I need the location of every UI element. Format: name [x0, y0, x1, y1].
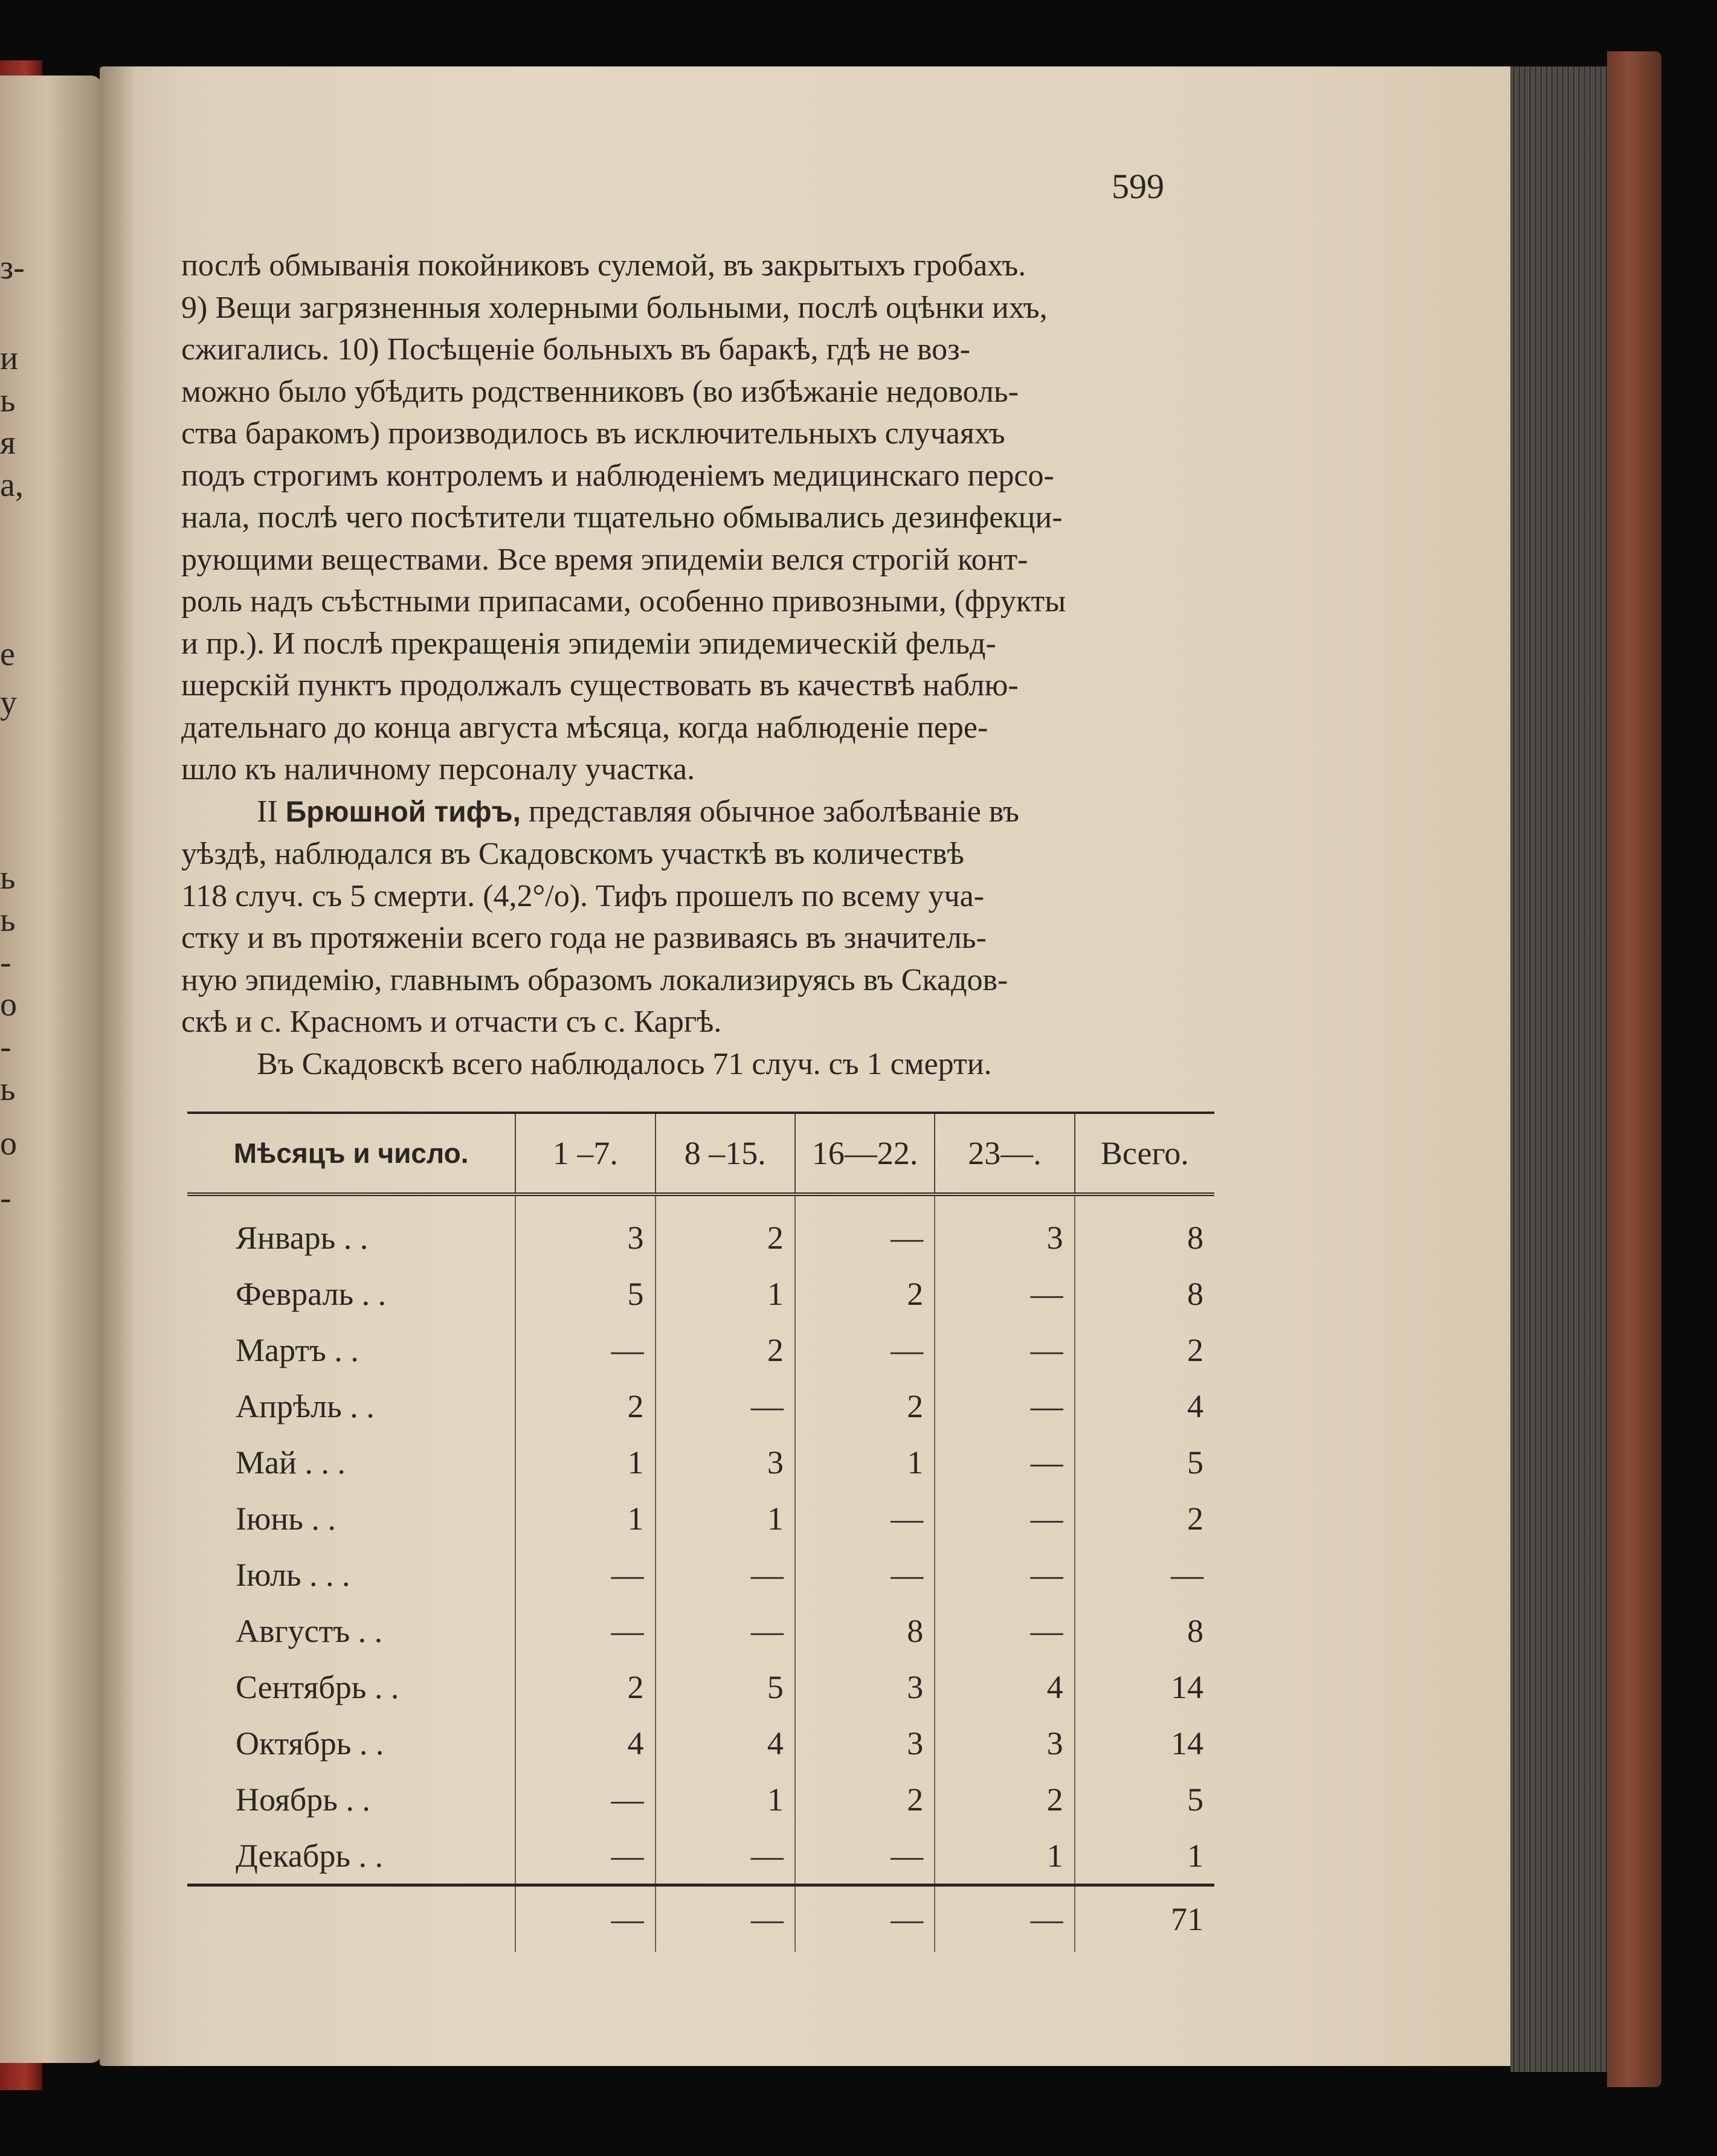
text-line: послѣ обмыванія покойниковъ сулемой, въ закрытыхъ гробахъ. — [181, 248, 1026, 283]
value-cell: — — [935, 1378, 1074, 1434]
value-cell: — — [656, 1546, 795, 1603]
value-cell: — — [515, 1603, 655, 1659]
value-cell: 8 — [1187, 1219, 1203, 1256]
left-page-text-fragment: я — [0, 424, 16, 462]
value-cell: 3 — [515, 1194, 655, 1266]
left-page-text-fragment: ь — [0, 382, 16, 419]
month-cell: Іюль . . . — [187, 1546, 515, 1603]
left-page-text-fragment: - — [0, 1179, 11, 1217]
table-row — [187, 1603, 1214, 1659]
text-line: можно было убѣдить родственниковъ (во избѣжаніе недоволь- — [181, 374, 1019, 409]
page-gutter-shadow — [100, 66, 136, 2066]
value-cell: 4 — [656, 1715, 795, 1771]
paragraph-skadovsk-total — [181, 1043, 1211, 1086]
value-cell: 3 — [795, 1715, 935, 1771]
text-line: 118 случ. съ 5 смерти. (4,2°/o). Тифъ прошелъ по всему уча- — [181, 878, 985, 913]
total-value-cell: 71 — [1075, 1885, 1214, 1952]
value-cell: 3 — [935, 1715, 1074, 1771]
text-line: нала, послѣ чего посѣтители тщательно обмывались дезинфекци- — [181, 500, 1063, 535]
table-row — [187, 1490, 1214, 1546]
value-cell: 5 — [515, 1266, 655, 1322]
value-cell: 2 — [515, 1378, 655, 1434]
value-cell: 4 — [1187, 1388, 1203, 1424]
value-cell: — — [795, 1490, 935, 1546]
left-page-text-fragment: з- — [0, 249, 25, 286]
month-cell: Іюнь . . — [187, 1490, 515, 1546]
value-cell: 1 — [935, 1827, 1074, 1885]
value-cell: 2 — [656, 1322, 795, 1378]
value-cell: 1 — [656, 1266, 795, 1322]
value-cell: 1 — [656, 1771, 795, 1827]
value-cell: 5 — [656, 1659, 795, 1715]
table-row — [187, 1266, 1214, 1322]
table-row — [187, 1659, 1214, 1715]
value-cell: 2 — [1187, 1500, 1203, 1537]
text-line: шерскій пунктъ продолжалъ существовать въ качествѣ наблю- — [181, 668, 1019, 703]
value-cell: — — [515, 1322, 655, 1378]
value-cell: — — [515, 1771, 655, 1827]
left-page-text-fragment: и — [0, 339, 18, 377]
value-cell: 2 — [795, 1266, 935, 1322]
column-header: 1 –7. — [515, 1113, 655, 1194]
value-cell: 8 — [795, 1603, 935, 1659]
text-line: ства баракомъ) производилось въ исключительныхъ случаяхъ — [181, 416, 1005, 451]
value-cell: 2 — [515, 1659, 655, 1715]
value-cell: 1 — [795, 1434, 935, 1490]
month-cell: Октябрь . . — [187, 1715, 515, 1771]
value-cell: — — [935, 1490, 1074, 1546]
paragraph-typhoid — [181, 791, 1211, 1043]
value-cell: 8 — [1187, 1275, 1203, 1312]
column-header: Всего. — [1075, 1113, 1214, 1194]
left-page-text-fragment: а, — [0, 466, 24, 504]
value-cell: — — [795, 1194, 935, 1266]
total-value-cell: — — [795, 1885, 935, 1952]
value-cell: 2 — [1187, 1331, 1203, 1368]
table-row — [187, 1771, 1214, 1827]
text-line: представляя обычное заболѣваніе въ — [520, 794, 1019, 829]
value-cell: — — [795, 1322, 935, 1378]
typhoid-cases-table — [187, 1112, 1214, 1952]
column-header: 16—22. — [795, 1113, 935, 1194]
text-line: ную эпидемію, главнымъ образомъ локализируясь въ Скадов- — [181, 962, 1008, 997]
value-cell: — — [935, 1603, 1074, 1659]
left-page-text-fragment: ь — [0, 859, 16, 896]
month-cell: Декабрь . . — [187, 1827, 515, 1885]
left-page-text-fragment: ь — [0, 901, 16, 939]
text-line: шло къ наличному персоналу участка. — [181, 752, 695, 787]
value-cell: 3 — [795, 1659, 935, 1715]
total-value-cell: — — [515, 1885, 655, 1952]
value-cell: 2 — [795, 1771, 935, 1827]
table-row — [187, 1827, 1214, 1885]
value-cell: — — [935, 1434, 1074, 1490]
value-cell: — — [515, 1546, 655, 1603]
table-row — [187, 1194, 1214, 1266]
section-number: II — [257, 794, 286, 829]
left-page — [0, 76, 103, 2063]
value-cell: 3 — [935, 1194, 1074, 1266]
month-cell: Январь . . — [187, 1194, 515, 1266]
text-line: скѣ и с. Красномъ и отчасти съ с. Каргѣ. — [181, 1005, 722, 1039]
value-cell: — — [795, 1827, 935, 1885]
text-line: уѣздѣ, наблюдался въ Скадовскомъ участкѣ въ количествѣ — [181, 837, 964, 871]
value-cell: 2 — [656, 1194, 795, 1266]
value-cell: — — [935, 1322, 1074, 1378]
value-cell: 8 — [1187, 1612, 1203, 1649]
text-line: 9) Вещи загрязненныя холерными больными, послѣ оцѣнки ихъ, — [181, 290, 1048, 325]
table-total-row — [187, 1885, 1214, 1952]
text-line: Въ Скадовскѣ всего наблюдалось 71 случ. съ 1 смерти. — [257, 1046, 992, 1081]
left-page-text-fragment: е — [0, 636, 15, 673]
column-header: Мѣсяцъ и число. — [187, 1113, 515, 1194]
month-cell: Февраль . . — [187, 1266, 515, 1322]
value-cell: — — [656, 1603, 795, 1659]
left-page-text-fragment: о — [0, 1125, 17, 1162]
text-line: стку и въ протяженіи всего года не развиваясь въ значитель- — [181, 921, 987, 955]
typhoid-table-container — [187, 1112, 1214, 1957]
value-cell: — — [1171, 1556, 1203, 1593]
month-cell: Ноябрь . . — [187, 1771, 515, 1827]
total-label-cell — [187, 1885, 515, 1952]
left-page-text-fragment: о — [0, 986, 17, 1023]
text-line: сжигались. 10) Посѣщеніе больныхъ въ баракѣ, гдѣ не воз- — [181, 332, 970, 367]
table-row — [187, 1322, 1214, 1378]
column-header: 8 –15. — [656, 1113, 795, 1194]
page-block-edge — [1510, 66, 1613, 2072]
body-text — [181, 245, 1211, 1085]
total-value-cell: — — [935, 1885, 1074, 1952]
left-page-text-fragment: - — [0, 944, 11, 981]
value-cell: — — [935, 1266, 1074, 1322]
month-cell: Августъ . . — [187, 1603, 515, 1659]
value-cell: 14 — [1171, 1668, 1203, 1705]
value-cell: 4 — [515, 1715, 655, 1771]
value-cell: 2 — [795, 1378, 935, 1434]
value-cell: 1 — [1187, 1837, 1203, 1874]
text-line: роль надъ съѣстными припасами, особенно привозными, (фрукты — [181, 584, 1066, 619]
month-cell: Апрѣль . . — [187, 1378, 515, 1434]
left-page-text-fragment: ь — [0, 1070, 16, 1108]
value-cell: 14 — [1171, 1725, 1203, 1762]
table-row — [187, 1715, 1214, 1771]
month-cell: Май . . . — [187, 1434, 515, 1490]
value-cell: — — [515, 1827, 655, 1885]
value-cell: 4 — [935, 1659, 1074, 1715]
table-row — [187, 1434, 1214, 1490]
page-number: 599 — [1112, 167, 1164, 206]
value-cell: 1 — [515, 1434, 655, 1490]
table-row — [187, 1546, 1214, 1603]
value-cell: 5 — [1187, 1444, 1203, 1481]
total-value-cell: — — [656, 1885, 795, 1952]
value-cell: — — [795, 1546, 935, 1603]
left-page-text-fragment: у — [0, 684, 17, 721]
value-cell: 3 — [656, 1434, 795, 1490]
column-header: 23—. — [935, 1113, 1074, 1194]
table-header-row — [187, 1113, 1214, 1194]
month-cell: Мартъ . . — [187, 1322, 515, 1378]
value-cell: 1 — [656, 1490, 795, 1546]
section-heading: Брюшной тифъ, — [285, 796, 521, 828]
value-cell: — — [656, 1378, 795, 1434]
value-cell: — — [935, 1546, 1074, 1603]
value-cell: 2 — [935, 1771, 1074, 1827]
value-cell: 5 — [1187, 1781, 1203, 1818]
table-row — [187, 1378, 1214, 1434]
value-cell: 1 — [515, 1490, 655, 1546]
book-cover-edge — [1607, 51, 1661, 2087]
value-cell: — — [656, 1827, 795, 1885]
text-line: подъ строгимъ контролемъ и наблюденіемъ медицинскаго персо- — [181, 458, 1054, 493]
text-line: дательнаго до конца августа мѣсяца, когда наблюденіе пере- — [181, 710, 988, 745]
text-line: рующими веществами. Все время эпидеміи велся строгій конт- — [181, 542, 1028, 577]
paragraph-cholera-measures — [181, 245, 1211, 791]
month-cell: Сентябрь . . — [187, 1659, 515, 1715]
text-line: и пр.). И послѣ прекращенія эпидеміи эпидемическій фельд- — [181, 626, 996, 661]
left-page-text-fragment: - — [0, 1028, 11, 1066]
